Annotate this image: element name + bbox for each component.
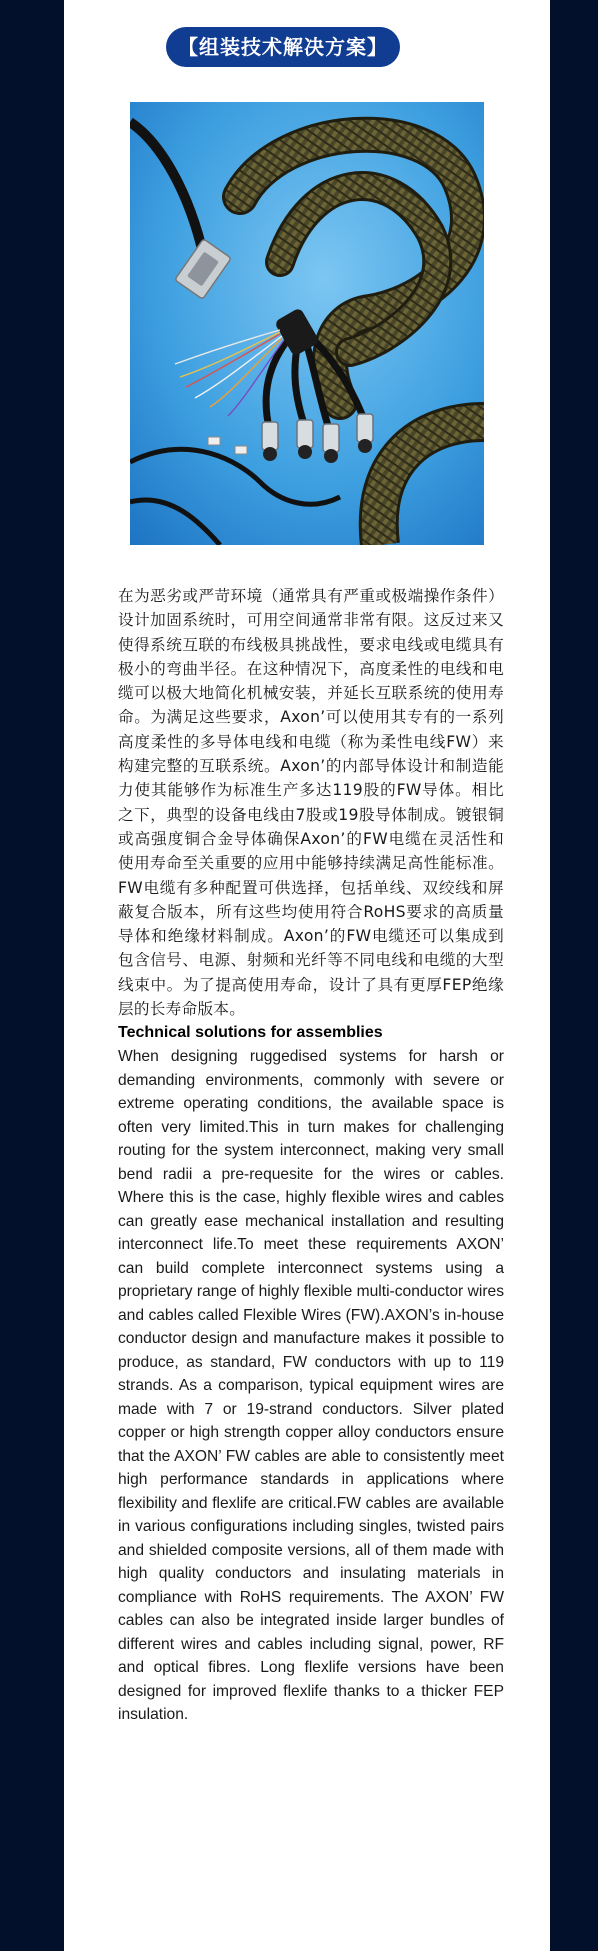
cable-assembly-photo: [130, 102, 484, 545]
english-heading: Technical solutions for assemblies: [118, 1024, 383, 1042]
article-page: [64, 0, 550, 1951]
cable-assembly-illustration: [130, 102, 484, 545]
english-paragraph: When designing ruggedised systems for harsh or demanding environments, commonly with severe or extreme operating conditions, the available space is often very limited.This in turn makes for challenging routing for the system interconnect, making very small bend radii a pre-requesite for the wires or cables. Where this is the case, highly flexible wires and cables can greatly ease mechanical installation and resulting interconnect life.To meet these requirements AXON’ can build complete interconnect systems using a proprietary range of highly flexible multi-conductor wires and cables called Flexible Wires (FW).AXON’s in-house conductor design and manufacture makes it possible to produce, as standard, FW conductors with up to 119 strands. As a comparison, typical equipment wires are made with 7 or 19-strand conductors. Silver plated copper or high strength copper alloy conductors ensure that the AXON’ FW cables are able to consistently meet high performance standards in applications where flexibility and flexlife are critical.FW cables are available in various configurations including singles, twisted pairs and shielded composite versions, all of them made with high quality conductors and insulating materials in compliance with RoHS requirements. The AXON’ FW cables can also be integrated inside larger bundles of different wires and cables including signal, power, RF and optical fibres. Long flexlife versions have been designed for improved flexlife thanks to a thicker FEP insulation.: [118, 1048, 504, 1724]
chinese-paragraph: 在为恶劣或严苛环境（通常具有严重或极端操作条件）设计加固系统时，可用空间通常非常有限。这反过来又使得系统互联的布线极具挑战性，要求电线或电缆具有极小的弯曲半径。在这种情况下，高度柔性的电线和电缆可以极大地简化机械安装，并延长互联系统的使用寿命。为满足这些要求，Axon’可以使用其专有的一系列高度柔性的多导体电线和电缆（称为柔性电线FW）来构建完整的互联系统。Axon’的内部导体设计和制造能力使其能够作为标准生产多达119股的FW导体。相比之下，典型的设备电线由7股或19股导体制成。镀银铜或高强度铜合金导体确保Axon’的FW电缆在灵活性和使用寿命至关重要的应用中能够持续满足高性能标准。FW电缆有多种配置可供选择，包括单线、双绞线和屏蔽复合版本，所有这些均使用符合RoHS要求的高质量导体和绝缘材料制成。Axon’的FW电缆还可以集成到包含信号、电源、射频和光纤等不同电线和电缆的大型线束中。为了提高使用寿命，设计了具有更厚FEP绝缘层的长寿命版本。: [118, 587, 504, 1019]
article-body: [118, 584, 504, 1727]
section-title-banner: 【组装技术解决方案】: [166, 27, 400, 67]
